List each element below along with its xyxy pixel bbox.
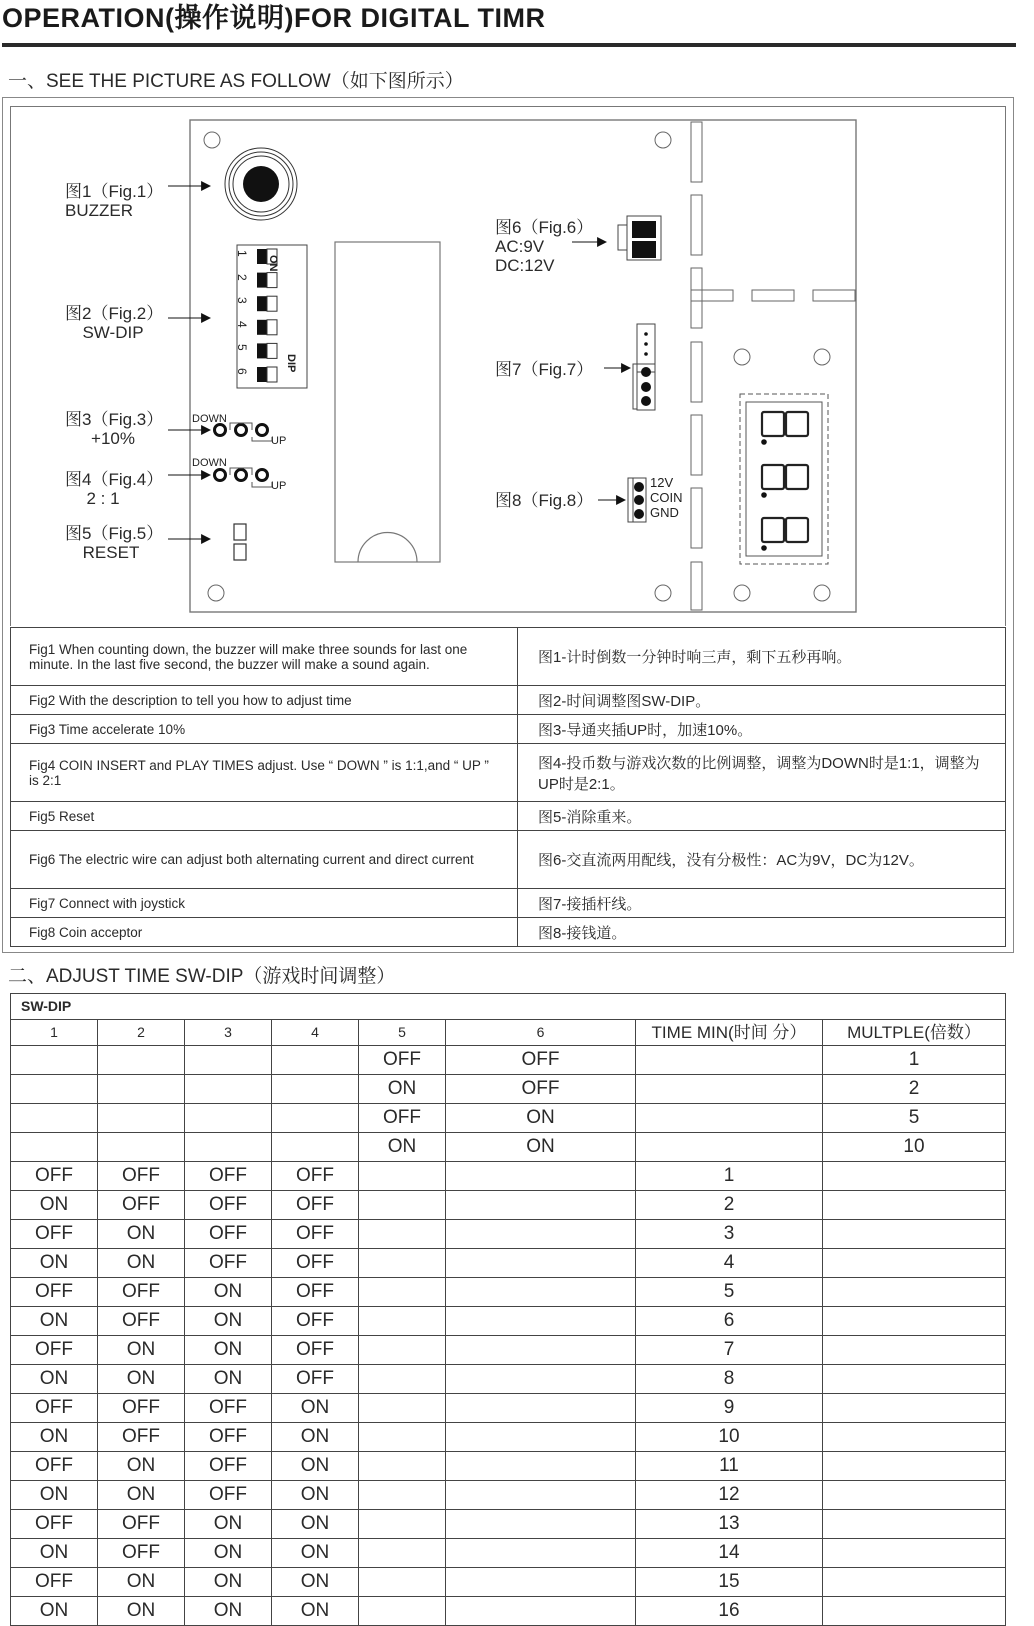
ic-chip-icon — [335, 242, 440, 562]
sw-dip-cell: ON — [11, 1191, 98, 1220]
sw-dip-cell: 10 — [823, 1133, 1006, 1162]
description-cn: 图5-消除重来。 — [518, 802, 1006, 831]
sw-dip-cell: 7 — [636, 1336, 823, 1365]
sw-dip-cell: 14 — [636, 1539, 823, 1568]
sw-dip-cell: OFF — [272, 1278, 359, 1307]
led-digit-icon — [786, 518, 808, 542]
sw-dip-row — [11, 1423, 1006, 1452]
sw-dip-cell: OFF — [272, 1249, 359, 1278]
sw-dip-cell — [359, 1510, 446, 1539]
sw-dip-cell: 12 — [636, 1481, 823, 1510]
sw-dip-cell — [823, 1597, 1006, 1626]
sw-dip-cell: OFF — [359, 1046, 446, 1075]
sw-dip-row — [11, 1510, 1006, 1539]
sw-dip-cell: OFF — [11, 1452, 98, 1481]
sw-dip-cell — [823, 1568, 1006, 1597]
sw-dip-cell: 5 — [823, 1104, 1006, 1133]
sw-dip-cell: OFF — [11, 1162, 98, 1191]
sw-dip-cell — [185, 1075, 272, 1104]
sw-dip-row — [11, 1220, 1006, 1249]
sw-dip-cell — [446, 1162, 636, 1191]
sw-dip-cell: ON — [446, 1104, 636, 1133]
sw-dip-cell — [11, 1133, 98, 1162]
sw-dip-cell: ON — [185, 1365, 272, 1394]
sw-dip-cell: OFF — [11, 1568, 98, 1597]
sw-dip-cell: 8 — [636, 1365, 823, 1394]
sw-dip-row — [11, 1075, 1006, 1104]
sw-dip-cell: OFF — [446, 1046, 636, 1075]
sw-dip-cell — [823, 1278, 1006, 1307]
sw-dip-cell — [185, 1133, 272, 1162]
sw-dip-row — [11, 1568, 1006, 1597]
description-row — [11, 831, 1006, 889]
sw-dip-cell — [11, 1075, 98, 1104]
sw-dip-cell — [272, 1133, 359, 1162]
sw-dip-cell: ON — [272, 1452, 359, 1481]
sw-dip-cell — [636, 1133, 823, 1162]
sw-dip-cell: ON — [272, 1510, 359, 1539]
sw-dip-cell: OFF — [98, 1162, 185, 1191]
column-header: MULTPLE(倍数） — [823, 1020, 1006, 1046]
led-dot-icon — [761, 492, 767, 498]
sw-dip-cell: 13 — [636, 1510, 823, 1539]
sw-dip-cell: 16 — [636, 1597, 823, 1626]
sw-dip-cell — [98, 1075, 185, 1104]
sw-dip-cell — [446, 1307, 636, 1336]
sw-dip-row — [11, 1191, 1006, 1220]
sw-dip-cell: 3 — [636, 1220, 823, 1249]
sw-dip-cell — [359, 1394, 446, 1423]
sw-dip-cell: OFF — [272, 1220, 359, 1249]
sw-dip-cell — [359, 1365, 446, 1394]
sw-dip-cell: ON — [272, 1568, 359, 1597]
led-dot-icon — [761, 545, 767, 551]
sw-dip-cell — [272, 1104, 359, 1133]
description-row — [11, 802, 1006, 831]
sw-dip-cell: ON — [185, 1597, 272, 1626]
jumper3-down-label: DOWN — [192, 413, 227, 425]
sw-dip-cell — [11, 1104, 98, 1133]
callout-fig8: 图8（Fig.8） — [495, 491, 594, 510]
sw-dip-row — [11, 1394, 1006, 1423]
sw-dip-cell — [359, 1481, 446, 1510]
sw-dip-cell — [446, 1220, 636, 1249]
description-row — [11, 686, 1006, 715]
sw-dip-cell: ON — [98, 1249, 185, 1278]
sw-dip-cell — [446, 1539, 636, 1568]
description-row — [11, 715, 1006, 744]
callout-fig3: 图3（Fig.3） +10% — [65, 410, 164, 448]
sw-dip-cell — [446, 1191, 636, 1220]
sw-dip-row — [11, 1307, 1006, 1336]
sw-dip-cell: OFF — [11, 1394, 98, 1423]
dip-lever-icon — [257, 320, 267, 335]
sw-dip-cell: ON — [359, 1075, 446, 1104]
section-heading-dip: 二、ADJUST TIME SW-DIP（游戏时间调整） — [8, 966, 396, 987]
description-en: Fig5 Reset — [11, 802, 518, 831]
description-cn: 图3-导通夹插UP时，加速10%。 — [518, 715, 1006, 744]
description-cn: 图8-接钱道。 — [518, 918, 1006, 947]
sw-dip-row — [11, 1162, 1006, 1191]
sw-dip-cell: 5 — [636, 1278, 823, 1307]
sw-dip-cell: OFF — [272, 1365, 359, 1394]
sw-dip-cell: OFF — [98, 1539, 185, 1568]
sw-dip-cell: ON — [11, 1365, 98, 1394]
column-header: 3 — [185, 1020, 272, 1046]
description-en: Fig8 Coin acceptor — [11, 918, 518, 947]
sw-dip-cell: ON — [98, 1365, 185, 1394]
sw-dip-cell: ON — [98, 1336, 185, 1365]
sw-dip-cell — [446, 1568, 636, 1597]
slot-strip-icon — [691, 122, 855, 610]
sw-dip-cell: ON — [185, 1568, 272, 1597]
sw-dip-cell — [823, 1249, 1006, 1278]
sw-dip-cell — [446, 1452, 636, 1481]
coin-connector-icon — [628, 478, 646, 522]
sw-dip-cell — [185, 1046, 272, 1075]
description-cn: 图2-时间调整图SW-DIP。 — [518, 686, 1006, 715]
sw-dip-cell — [823, 1220, 1006, 1249]
sw-dip-cell — [636, 1046, 823, 1075]
sw-dip-cell: 2 — [636, 1191, 823, 1220]
sw-dip-cell — [359, 1539, 446, 1568]
sw-dip-cell — [272, 1075, 359, 1104]
sw-dip-row — [11, 1365, 1006, 1394]
sw-dip-cell — [98, 1104, 185, 1133]
sw-dip-cell — [823, 1336, 1006, 1365]
sw-dip-cell: ON — [185, 1510, 272, 1539]
joystick-connector-icon — [633, 324, 655, 410]
sw-dip-cell: OFF — [272, 1336, 359, 1365]
sw-dip-cell — [359, 1162, 446, 1191]
sw-dip-cell: ON — [98, 1568, 185, 1597]
sw-dip-row — [11, 1597, 1006, 1626]
sw-dip-cell: OFF — [185, 1394, 272, 1423]
sw-dip-cell — [823, 1452, 1006, 1481]
section-heading-picture: 一、SEE THE PICTURE AS FOLLOW（如下图所示） — [8, 71, 464, 92]
sw-dip-cell — [359, 1336, 446, 1365]
sw-dip-row — [11, 1452, 1006, 1481]
dip-lever-icon — [257, 367, 267, 382]
sw-dip-cell: ON — [185, 1539, 272, 1568]
sw-dip-cell — [446, 1365, 636, 1394]
dip-position-number: 4 — [235, 320, 249, 328]
sw-dip-cell: OFF — [185, 1481, 272, 1510]
sw-dip-row — [11, 1046, 1006, 1075]
sw-dip-cell — [823, 1191, 1006, 1220]
sw-dip-cell — [98, 1046, 185, 1075]
sw-dip-cell: 11 — [636, 1452, 823, 1481]
led-digit-icon — [762, 518, 784, 542]
sw-dip-cell: ON — [98, 1452, 185, 1481]
sw-dip-cell: 10 — [636, 1423, 823, 1452]
reset-button-icon — [234, 524, 246, 560]
sw-dip-cell: OFF — [98, 1394, 185, 1423]
sw-dip-cell: OFF — [98, 1510, 185, 1539]
sw-dip-cell: OFF — [185, 1162, 272, 1191]
sw-dip-row — [11, 1133, 1006, 1162]
sw-dip-cell: 1 — [636, 1162, 823, 1191]
sw-dip-cell: OFF — [272, 1191, 359, 1220]
led-digit-icon — [762, 465, 784, 489]
sw-dip-cell — [446, 1336, 636, 1365]
column-header: 4 — [272, 1020, 359, 1046]
description-en: Fig1 When counting down, the buzzer will make three sounds for last one minute. In the last five second, the buzzer will make a sound again. — [11, 628, 518, 686]
description-row — [11, 889, 1006, 918]
coin-pin-labels: 12V COIN GND — [650, 475, 683, 520]
description-row — [11, 744, 1006, 802]
description-cn: 图1-计时倒数一分钟时响三声，剩下五秒再响。 — [518, 628, 1006, 686]
sw-dip-cell: ON — [272, 1423, 359, 1452]
callout-fig4: 图4（Fig.4） 2 : 1 — [65, 470, 164, 508]
dip-position-number: 6 — [235, 368, 249, 375]
sw-dip-cell — [11, 1046, 98, 1075]
column-header: TIME MIN(时间 分） — [636, 1020, 823, 1046]
sw-dip-cell: 2 — [823, 1075, 1006, 1104]
sw-dip-cell: OFF — [185, 1191, 272, 1220]
description-en: Fig4 COIN INSERT and PLAY TIMES adjust. Use “ DOWN ” is 1:1,and “ UP ” is 2:1 — [11, 744, 518, 802]
sw-dip-cell — [359, 1249, 446, 1278]
callout-fig1: 图1（Fig.1） BUZZER — [65, 182, 164, 220]
description-cn: 图4-投币数与游戏次数的比例调整，调整为DOWN时是1:1，调整为UP时是2:1。 — [518, 744, 1006, 802]
sw-dip-cell — [823, 1162, 1006, 1191]
dip-position-number: 3 — [235, 297, 249, 304]
sw-dip-cell: OFF — [11, 1278, 98, 1307]
dip-lever-icon — [257, 343, 267, 358]
column-header: 2 — [98, 1020, 185, 1046]
sw-dip-cell: ON — [272, 1394, 359, 1423]
description-en: Fig6 The electric wire can adjust both alternating current and direct current — [11, 831, 518, 889]
description-cn: 图6-交直流两用配线，没有分极性：AC为9V，DC为12V。 — [518, 831, 1006, 889]
sw-dip-cell: OFF — [11, 1220, 98, 1249]
column-header: 5 — [359, 1020, 446, 1046]
sw-dip-cell: ON — [11, 1539, 98, 1568]
dip-lever-icon — [257, 273, 267, 288]
description-en: Fig3 Time accelerate 10% — [11, 715, 518, 744]
sw-dip-cell: ON — [185, 1336, 272, 1365]
sw-dip-cell: 9 — [636, 1394, 823, 1423]
sw-dip-cell — [446, 1394, 636, 1423]
dip-position-number: 5 — [235, 344, 249, 352]
sw-dip-cell: 15 — [636, 1568, 823, 1597]
sw-dip-cell: 1 — [823, 1046, 1006, 1075]
sw-dip-cell: ON — [11, 1481, 98, 1510]
jumper4-up-label: UP — [271, 480, 287, 492]
figure-description-table — [10, 627, 1006, 947]
callout-fig2: 图2（Fig.2） SW-DIP — [65, 304, 164, 342]
sw-dip-cell: ON — [11, 1249, 98, 1278]
sw-dip-cell — [98, 1133, 185, 1162]
sw-dip-cell: OFF — [185, 1249, 272, 1278]
jumper3-up-label: UP — [271, 435, 287, 447]
sw-dip-cell: ON — [272, 1481, 359, 1510]
sw-dip-cell — [446, 1481, 636, 1510]
jumper4-down-label: DOWN — [192, 457, 227, 469]
sw-dip-cell: OFF — [98, 1307, 185, 1336]
sw-dip-cell — [823, 1539, 1006, 1568]
sw-dip-cell — [359, 1568, 446, 1597]
sw-dip-cell — [823, 1510, 1006, 1539]
description-en: Fig7 Connect with joystick — [11, 889, 518, 918]
description-cn: 图7-接插杆线。 — [518, 889, 1006, 918]
sw-dip-cell: ON — [11, 1597, 98, 1626]
sw-dip-cell — [636, 1075, 823, 1104]
sw-dip-cell: OFF — [359, 1104, 446, 1133]
led-display-icon — [740, 394, 828, 564]
sw-dip-cell: 4 — [636, 1249, 823, 1278]
sw-dip-cell: OFF — [272, 1162, 359, 1191]
dip-slot-icon — [267, 367, 277, 382]
sw-dip-cell: ON — [185, 1307, 272, 1336]
sw-dip-cell: ON — [98, 1597, 185, 1626]
sw-dip-row — [11, 1539, 1006, 1568]
page-title: OPERATION(操作说明)FOR DIGITAL TIMR — [2, 3, 546, 33]
sw-dip-cell: OFF — [185, 1423, 272, 1452]
sw-dip-cell — [446, 1510, 636, 1539]
sw-dip-cell: OFF — [185, 1220, 272, 1249]
dip-label: DIP — [285, 354, 297, 373]
dip-on-label: ON — [267, 255, 279, 272]
description-en: Fig2 With the description to tell you how to adjust time — [11, 686, 518, 715]
sw-dip-cell — [359, 1307, 446, 1336]
power-connector-icon — [618, 216, 661, 260]
column-header: 1 — [11, 1020, 98, 1046]
sw-dip-header-row — [11, 1020, 1006, 1046]
sw-dip-cell: OFF — [272, 1307, 359, 1336]
description-row — [11, 628, 1006, 686]
sw-dip-cell: ON — [272, 1597, 359, 1626]
dip-lever-icon — [257, 296, 267, 311]
sw-dip-cell — [446, 1278, 636, 1307]
sw-dip-cell — [359, 1191, 446, 1220]
dip-slot-icon — [267, 296, 277, 311]
column-header: 6 — [446, 1020, 636, 1046]
sw-dip-cell: ON — [446, 1133, 636, 1162]
sw-dip-cell: OFF — [98, 1278, 185, 1307]
sw-dip-cell — [359, 1452, 446, 1481]
sw-dip-caption: SW-DIP — [11, 994, 1006, 1020]
sw-dip-cell — [823, 1365, 1006, 1394]
sw-dip-cell: OFF — [98, 1191, 185, 1220]
led-digit-icon — [762, 412, 784, 436]
sw-dip-cell — [636, 1104, 823, 1133]
sw-dip-cell: ON — [98, 1481, 185, 1510]
sw-dip-cell: ON — [359, 1133, 446, 1162]
sw-dip-row — [11, 1278, 1006, 1307]
dip-slot-icon — [267, 343, 277, 358]
sw-dip-cell — [272, 1046, 359, 1075]
sw-dip-cell: OFF — [185, 1452, 272, 1481]
sw-dip-cell — [359, 1597, 446, 1626]
sw-dip-cell — [823, 1423, 1006, 1452]
dip-position-number: 2 — [235, 273, 249, 281]
led-dot-icon — [761, 439, 767, 445]
sw-dip-row — [11, 1104, 1006, 1133]
sw-dip-cell — [823, 1481, 1006, 1510]
sw-dip-cell: OFF — [11, 1336, 98, 1365]
sw-dip-cell — [823, 1394, 1006, 1423]
sw-dip-cell — [446, 1423, 636, 1452]
sw-dip-cell — [359, 1220, 446, 1249]
sw-dip-table — [10, 993, 1006, 1626]
sw-dip-cell — [359, 1278, 446, 1307]
sw-dip-cell — [359, 1423, 446, 1452]
sw-dip-cell — [446, 1249, 636, 1278]
sw-dip-cell: ON — [11, 1307, 98, 1336]
led-digit-icon — [786, 465, 808, 489]
dip-slot-icon — [267, 273, 277, 288]
callout-fig5: 图5（Fig.5） RESET — [65, 524, 164, 562]
dip-position-number: 1 — [235, 250, 249, 257]
sw-dip-cell — [185, 1104, 272, 1133]
buzzer-icon — [225, 148, 297, 220]
sw-dip-cell: ON — [11, 1423, 98, 1452]
sw-dip-row — [11, 1336, 1006, 1365]
callout-fig7: 图7（Fig.7） — [495, 360, 594, 379]
sw-dip-cell: ON — [185, 1278, 272, 1307]
sw-dip-cell: 6 — [636, 1307, 823, 1336]
sw-dip-cell: ON — [98, 1220, 185, 1249]
description-row — [11, 918, 1006, 947]
sw-dip-cell — [446, 1597, 636, 1626]
sw-dip-cell: OFF — [11, 1510, 98, 1539]
sw-dip-cell: OFF — [98, 1423, 185, 1452]
dip-slot-icon — [267, 320, 277, 335]
sw-dip-row — [11, 1249, 1006, 1278]
led-digit-icon — [786, 412, 808, 436]
sw-dip-cell: OFF — [446, 1075, 636, 1104]
callout-fig6: 图6（Fig.6） AC:9V DC:12V — [495, 218, 594, 275]
sw-dip-cell: ON — [272, 1539, 359, 1568]
sw-dip-row — [11, 1481, 1006, 1510]
sw-dip-cell — [823, 1307, 1006, 1336]
